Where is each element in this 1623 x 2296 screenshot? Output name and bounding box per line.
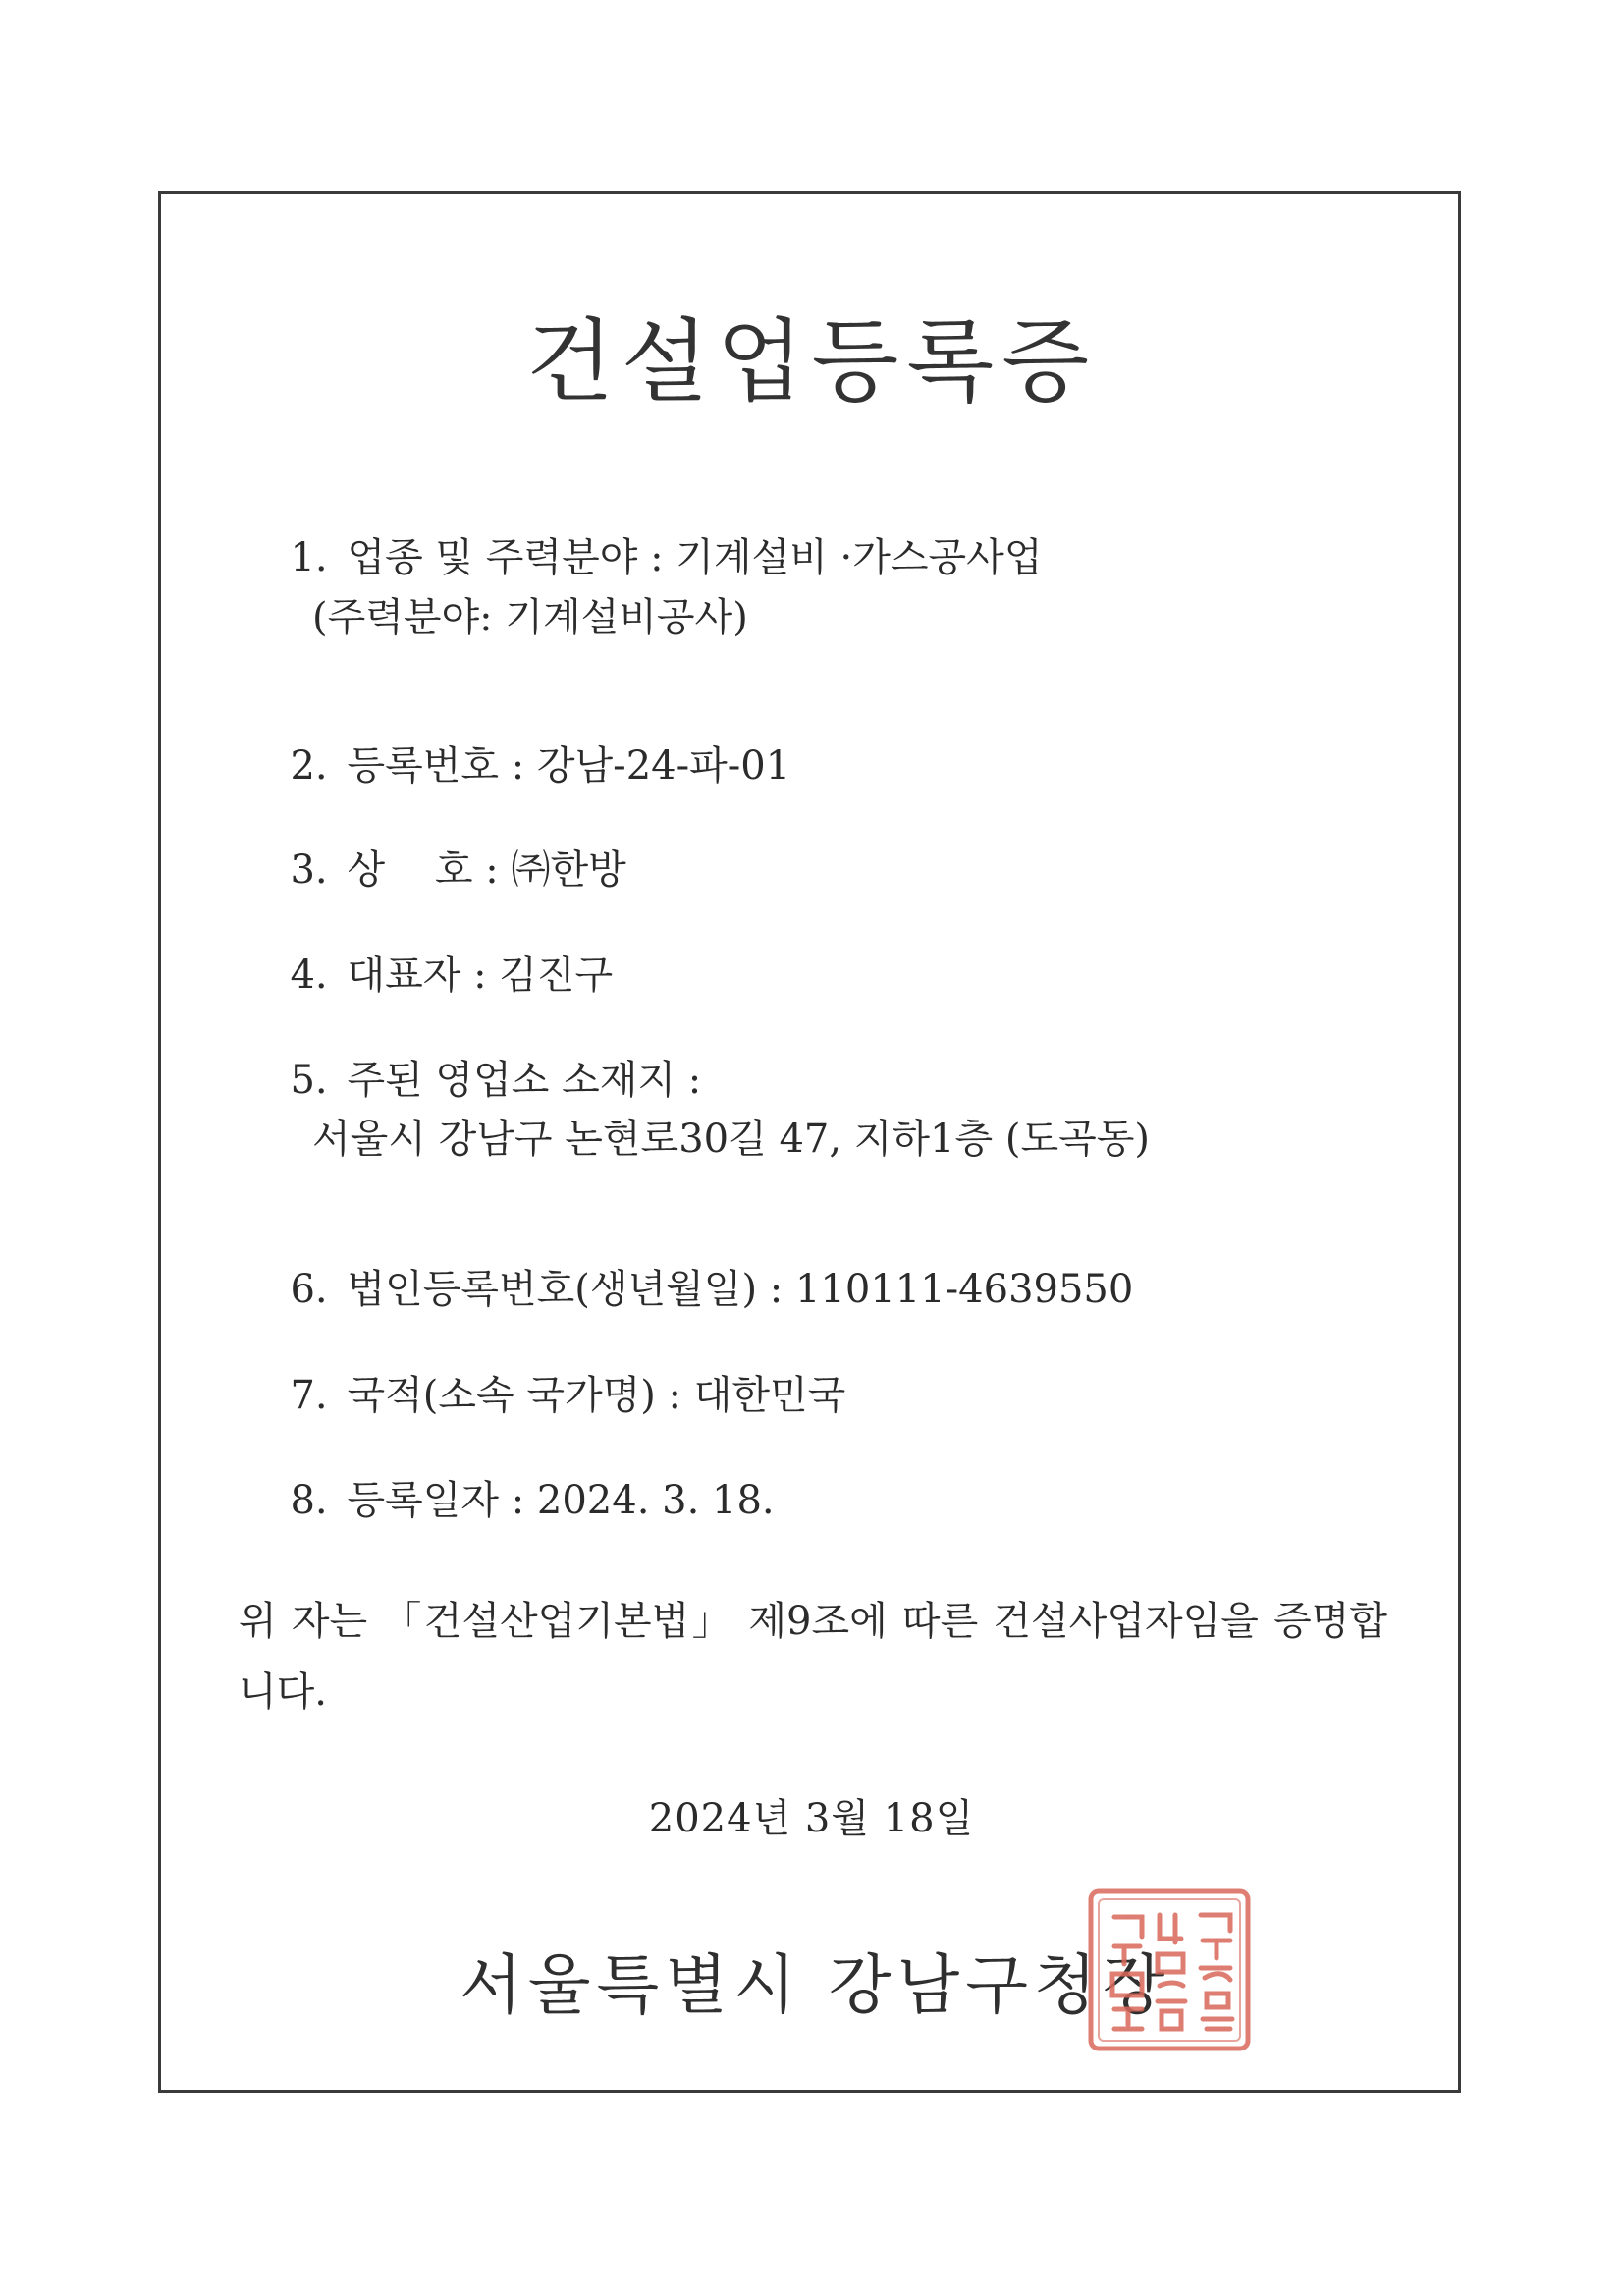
- item-separator: :: [637, 535, 676, 580]
- item-value: 대한민국: [693, 1373, 846, 1418]
- issue-date: 2024년 3월 18일: [648, 1796, 975, 1841]
- item-label: 대표자: [347, 953, 461, 998]
- document-title: 건설업등록증: [525, 309, 1098, 414]
- item-number: 5.: [290, 1058, 328, 1103]
- item-value: 기계설비 ·가스공사업: [676, 535, 1043, 580]
- main-field-note: (주력분야: 기계설비공사): [312, 595, 748, 640]
- item-separator: :: [460, 953, 500, 998]
- certification-statement: 위 자는 「건설산업기본법」 제9조에 따른 건설사업자임을 증명합니다.: [239, 1599, 1387, 1715]
- item-label: 주된 영업소 소재지: [347, 1058, 676, 1103]
- item-number: 2.: [290, 743, 328, 789]
- item-separator: :: [655, 1373, 694, 1418]
- item-value: 110111-4639550: [794, 1267, 1134, 1312]
- item-registration-date: [265, 1424, 775, 1525]
- item-business-type: [265, 481, 1042, 582]
- item-value: 김진구: [499, 953, 614, 998]
- item-value: 강남-24-파-01: [536, 743, 791, 789]
- item-separator: :: [757, 1267, 795, 1312]
- item-number: 1.: [290, 535, 328, 580]
- item-number: 4.: [290, 953, 328, 998]
- item-company-name: [265, 793, 626, 895]
- issuer-name: 서울특별시 강남구청장: [460, 1947, 1171, 2023]
- item-representative: [265, 899, 613, 1000]
- item-label: 법인등록번호(생년월일): [347, 1267, 758, 1312]
- item-corporate-registration-number: [265, 1213, 1133, 1314]
- official-seal-icon: [1085, 1886, 1254, 2054]
- item-office-location: [265, 1004, 701, 1105]
- item-separator: :: [676, 1058, 702, 1103]
- item-number: 7.: [290, 1373, 328, 1418]
- item-separator: :: [499, 743, 537, 789]
- item-value: ㈜한방: [511, 847, 626, 893]
- item-nationality: [265, 1319, 845, 1420]
- item-value: 2024. 3. 18.: [536, 1478, 775, 1523]
- item-number: 6.: [290, 1267, 328, 1312]
- item-label: 등록번호: [347, 743, 499, 789]
- item-number: 3.: [290, 847, 328, 893]
- item-number: 8.: [290, 1478, 328, 1523]
- item-label: 업종 및 주력분야: [347, 535, 638, 580]
- item-label: 등록일자: [347, 1478, 499, 1523]
- item-label: 상 호: [347, 847, 473, 893]
- item-separator: :: [499, 1478, 537, 1523]
- item-label: 국적(소속 국가명): [347, 1373, 656, 1418]
- office-address: 서울시 강남구 논현로30길 47, 지하1층 (도곡동): [312, 1117, 1150, 1162]
- item-registration-number: [265, 689, 790, 791]
- item-separator: :: [472, 847, 512, 893]
